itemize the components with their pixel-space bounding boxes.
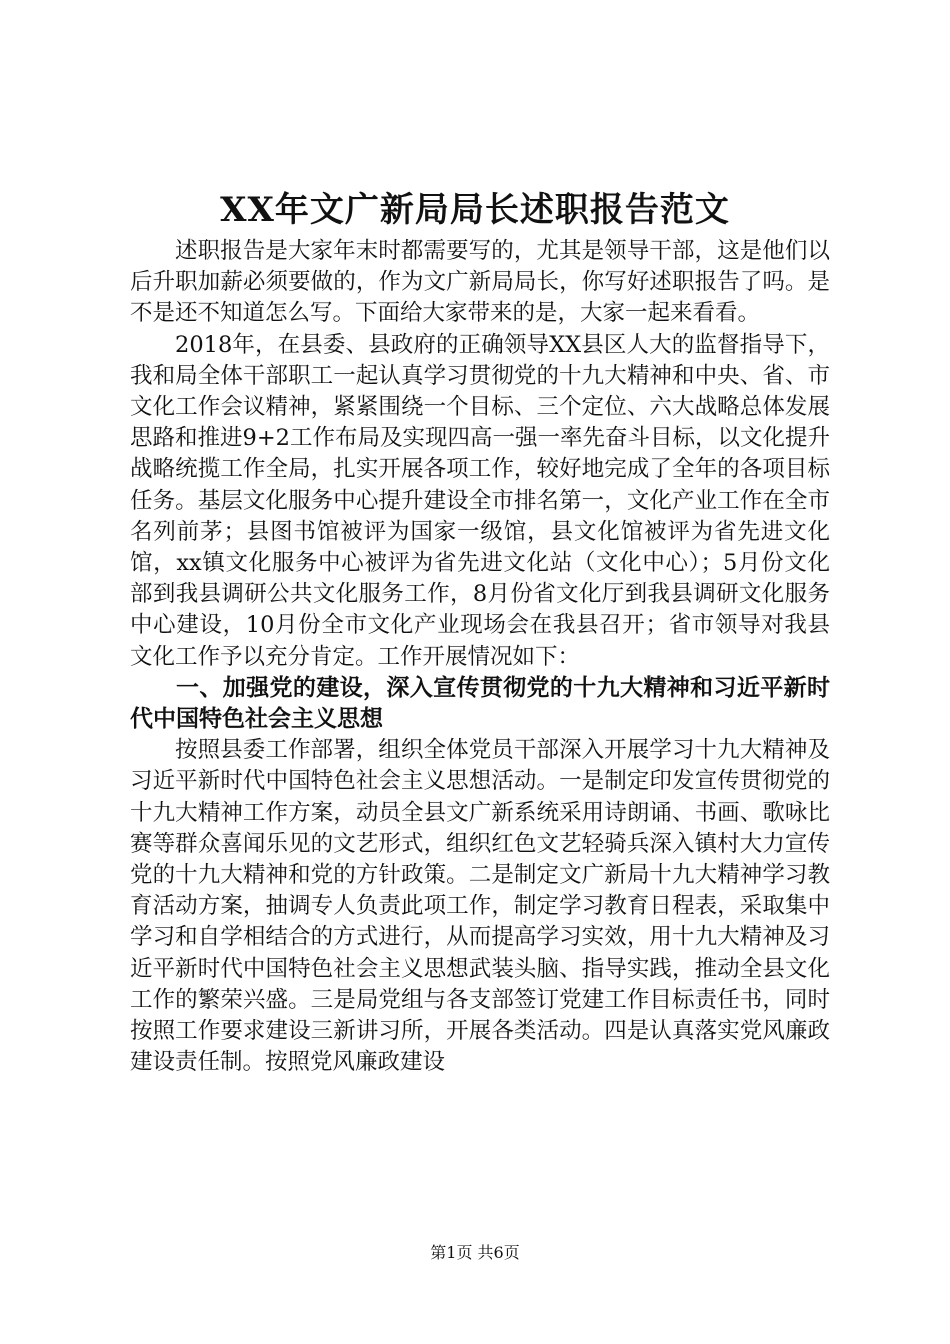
intro-paragraph: 述职报告是大家年末时都需要写的，尤其是领导干部，这是他们以后升职加薪必须要做的，作为文广新局局长，你写好述职报告了吗。是不是还不知道怎么写。下面给大家带来的是，大家一起来看看。	[130, 238, 830, 327]
page-number-footer: 第1页 共6页	[430, 1243, 520, 1262]
document-body	[130, 236, 830, 1078]
summary-paragraph: 2018年，在县委、县政府的正确领导XX县区人大的监督指导下，我和局全体干部职工一起认真学习贯彻党的十九大精神和中央、省、市文化工作会议精神，紧紧围绕一个目标、三个定位、六大战略总体发展思路和推进9+2工作布局及实现四高一强一率先奋斗目标，以文化提升战略统揽工作全局，扎实开展各项工作，较好地完成了全年的各项目标任务。基层文化服务中心提升建设全市排名第一，文化产业工作在全市名列前茅；县图书馆被评为国家一级馆，县文化馆被评为省先进文化馆，xx镇文化服务中心被评为省先进文化站（文化中心）；5月份文化部到我县调研公共文化服务工作，8月份省文化厅到我县调研文化服务中心建设，10月份全市文化产业现场会在我县召开；省市领导对我县文化工作予以充分肯定。工作开展情况如下：	[130, 331, 830, 670]
document-title: XX年文广新局局长述职报告范文	[220, 190, 730, 230]
section-1-paragraph: 按照县委工作部署，组织全体党员干部深入开展学习十九大精神及习近平新时代中国特色社会主义思想活动。一是制定印发宣传贯彻党的十九大精神工作方案，动员全县文广新系统采用诗朗诵、书画、歌咏比赛等群众喜闻乐见的文艺形式，组织红色文艺轻骑兵深入镇村大力宣传党的十九大精神和党的方针政策。二是制定文广新局十九大精神学习教育活动方案，抽调专人负责此项工作，制定学习教育日程表，采取集中学习和自学相结合的方式进行，从而提高学习实效，用十九大精神及习近平新时代中国特色社会主义思想武装头脑、指导实践，推动全县文化工作的繁荣兴盛。三是局党组与各支部签订党建工作目标责任书，同时按照工作要求建设三新讲习所，开展各类活动。四是认真落实党风廉政建设责任制。按照党风廉政建设	[130, 737, 830, 1076]
section-heading-1: 一、加强党的建设，深入宣传贯彻党的十九大精神和习近平新时代中国特色社会主义思想	[130, 674, 830, 733]
